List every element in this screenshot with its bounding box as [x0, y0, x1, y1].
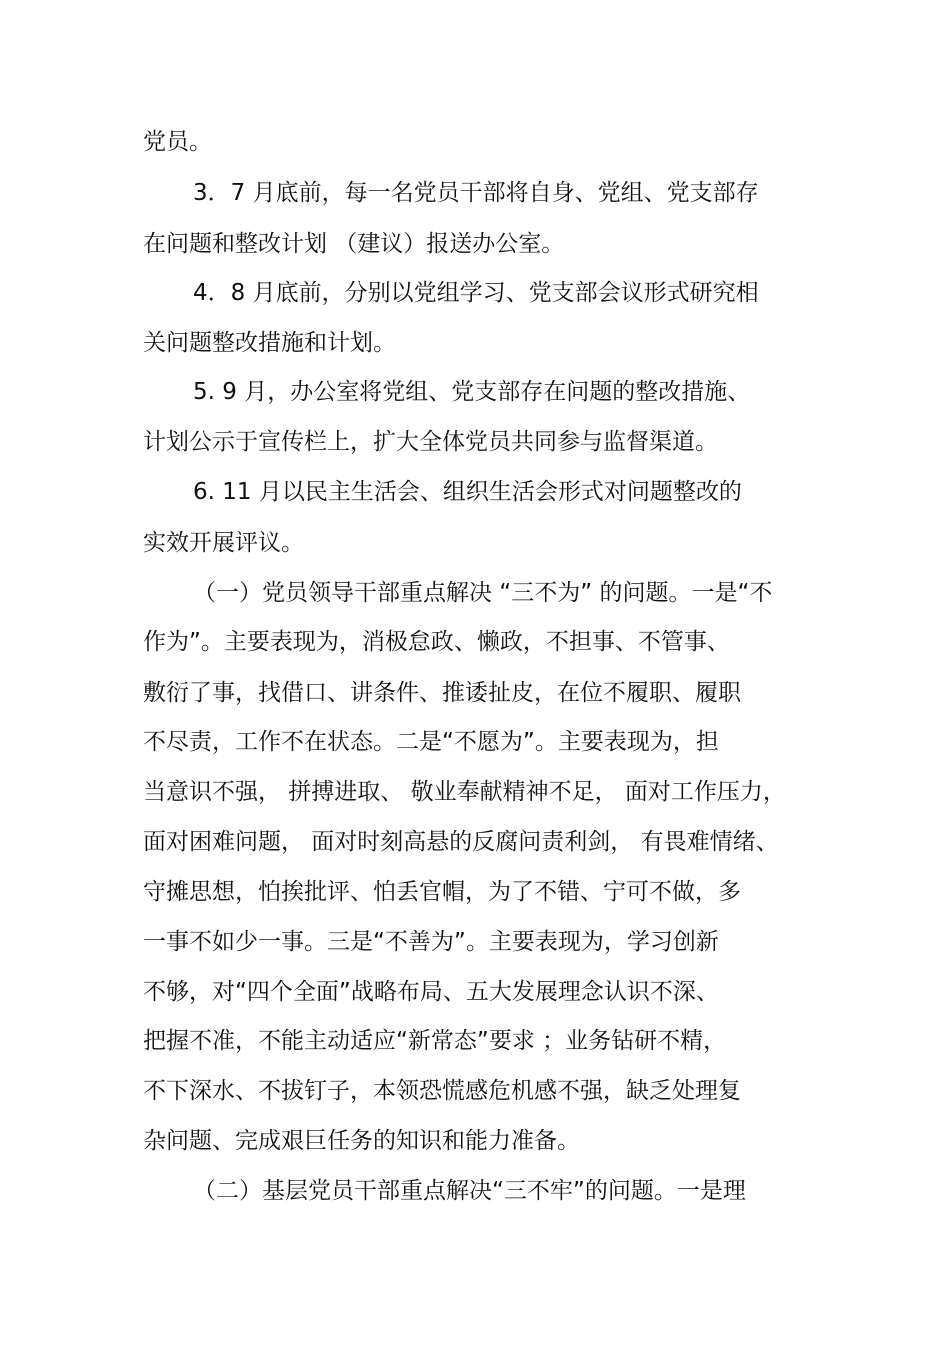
text-line-10: （一）党员领导干部重点解决 “三不为” 的问题。一是“不: [193, 580, 773, 606]
text-line-14: 当意识不强， 拼搏进取、 敬业奉献精神不足， 面对工作压力，: [143, 779, 786, 805]
text-line-19: 把握不准，不能主动适应“新常态”要求 ；业务钻研不精，: [143, 1028, 727, 1054]
text-line-13: 不尽责，工作不在状态。二是“不愿为”。主要表现为，担: [143, 729, 719, 755]
text-line-22: （二）基层党员干部重点解决“三不牢”的问题。一是理: [193, 1178, 746, 1204]
text-line-1: 党员。: [143, 129, 212, 155]
text-line-9: 实效开展评议。: [143, 530, 304, 556]
text-line-18: 不够，对“四个全面”战略布局、五大发展理念认识不深、: [143, 979, 719, 1005]
text-line-20: 不下深水、不拔钉子，本领恐慌感危机感不强，缺乏处理复: [143, 1078, 741, 1104]
text-line-15: 面对困难问题， 面对时刻高悬的反腐问责利剑， 有畏难情绪、: [143, 829, 779, 855]
text-line-16: 守摊思想，怕挨批评、怕丢官帽，为了不错、宁可不做，多: [143, 879, 741, 905]
text-line-12: 敷衍了事，找借口、讲条件、推诿扯皮，在位不履职、履职: [143, 680, 741, 706]
text-line-3: 在问题和整改计划 （建议）报送办公室。: [143, 231, 565, 257]
text-line-4: 4．8 月底前，分别以党组学习、党支部会议形式研究相: [193, 280, 759, 306]
text-line-21: 杂问题、完成艰巨任务的知识和能力准备。: [143, 1128, 580, 1154]
text-line-17: 一事不如少一事。三是“不善为”。主要表现为，学习创新: [143, 929, 719, 955]
text-line-8: 6. 11 月以民主生活会、组织生活会形式对问题整改的: [193, 479, 742, 505]
text-line-7: 计划公示于宣传栏上，扩大全体党员共同参与监督渠道。: [143, 429, 718, 455]
text-line-5: 关问题整改措施和计划。: [143, 330, 396, 356]
text-line-2: 3．7 月底前，每一名党员干部将自身、党组、党支部存: [193, 180, 759, 206]
text-line-6: 5. 9 月，办公室将党组、党支部存在问题的整改措施、: [193, 379, 751, 405]
text-line-11: 作为”。主要表现为，消极怠政、懒政，不担事、不管事、: [143, 629, 730, 655]
